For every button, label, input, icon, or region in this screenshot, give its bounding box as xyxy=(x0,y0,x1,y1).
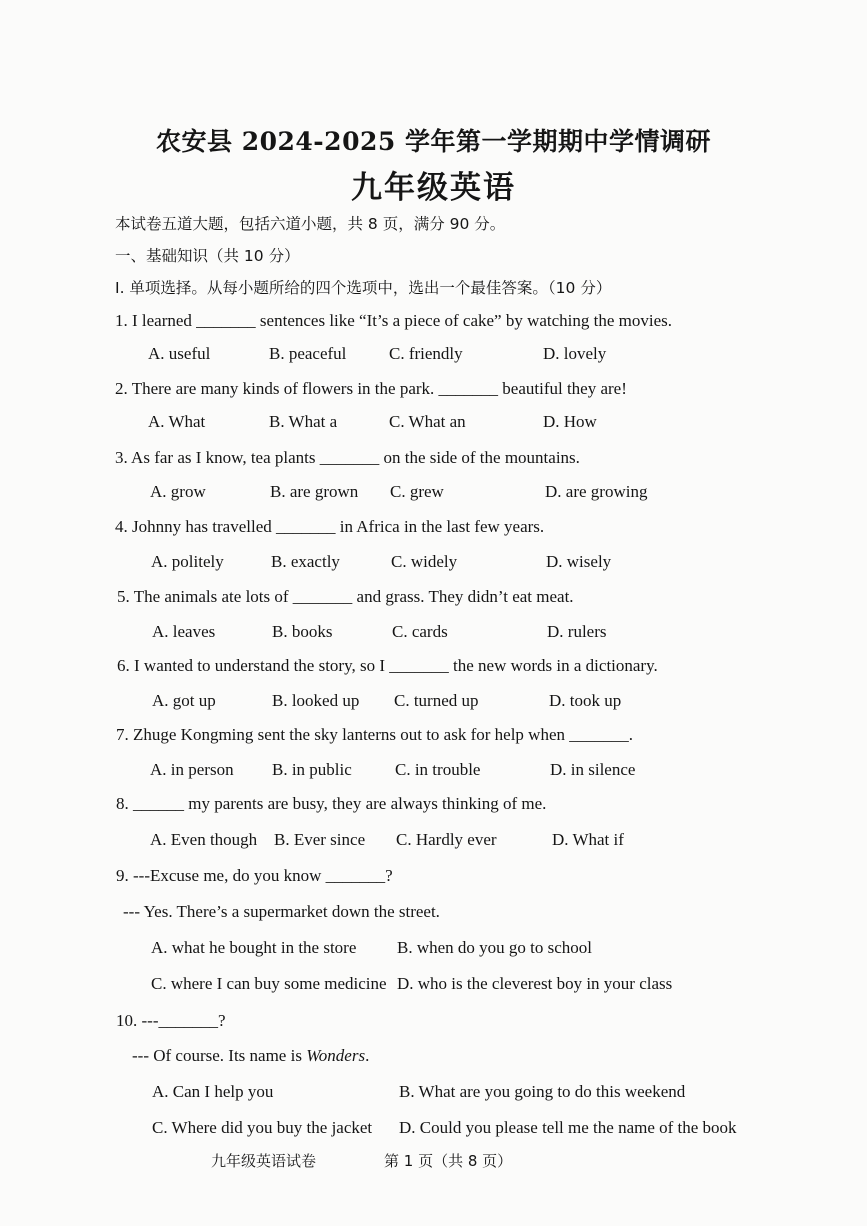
option-d: D. are growing xyxy=(545,482,648,501)
question-4: 4. Johnny has travelled _______ in Africa in the last few years. xyxy=(115,517,545,536)
option-c: C. What an xyxy=(389,412,466,431)
option-c: C. Hardly ever xyxy=(396,830,497,849)
option-d: D. took up xyxy=(549,691,622,710)
option-d: D. in silence xyxy=(550,760,636,779)
footer-exam-name: 九年级英语试卷 xyxy=(211,1152,317,1170)
option-b: B. are grown xyxy=(270,482,359,501)
question-3: 3. As far as I know, tea plants _______ on the side of the mountains. xyxy=(115,448,580,467)
option-b: B. exactly xyxy=(271,552,340,571)
question-10: 10. ---_______? xyxy=(116,1011,226,1030)
option-a: A. Even though xyxy=(150,830,258,849)
option-d: D. wisely xyxy=(546,552,612,571)
reply-period: . xyxy=(365,1046,370,1065)
option-c: C. widely xyxy=(391,552,458,571)
option-d: D. How xyxy=(543,412,597,431)
question-1: 1. I learned _______ sentences like “It’s a piece of cake” by watching the movies. xyxy=(115,311,673,330)
option-c: C. Where did you buy the jacket xyxy=(152,1118,373,1137)
option-b: B. when do you go to school xyxy=(397,938,593,957)
option-d: D. rulers xyxy=(547,622,607,641)
option-a: A. leaves xyxy=(152,622,216,641)
option-a: A. politely xyxy=(151,552,224,571)
option-a: A. What xyxy=(148,412,206,431)
option-d: D. Could you please tell me the name of the book xyxy=(399,1118,737,1137)
option-a: A. what he bought in the store xyxy=(151,938,357,957)
question-6: 6. I wanted to understand the story, so I _______ the new words in a dictionary. xyxy=(117,656,658,675)
option-a: A. useful xyxy=(148,344,211,363)
question-10-reply xyxy=(132,1046,369,1066)
option-c: C. cards xyxy=(392,622,448,641)
option-c: C. turned up xyxy=(394,691,479,710)
question-9: 9. ---Excuse me, do you know _______? xyxy=(116,866,393,885)
question-9-reply: --- Yes. There’s a supermarket down the street. xyxy=(123,902,440,921)
option-b: B. in public xyxy=(272,760,352,779)
option-d: D. What if xyxy=(552,830,624,849)
option-b: B. looked up xyxy=(272,691,360,710)
option-b: B. books xyxy=(272,622,333,641)
option-b: B. What are you going to do this weekend xyxy=(399,1082,686,1101)
option-c: C. where I can buy some medicine xyxy=(151,974,387,993)
option-a: A. in person xyxy=(150,760,234,779)
question-2: 2. There are many kinds of flowers in the park. _______ beautiful they are! xyxy=(115,379,627,398)
exam-intro: 本试卷五道大题，包括六道小题，共 8 页，满分 90 分。 xyxy=(115,215,506,233)
section-heading: 一、基础知识（共 10 分） xyxy=(115,247,300,265)
option-c: C. in trouble xyxy=(395,760,481,779)
option-b: B. What a xyxy=(269,412,338,431)
part-instructions: I. 单项选择。从每小题所给的四个选项中，选出一个最佳答案。（10 分） xyxy=(115,279,612,297)
question-8: 8. ______ my parents are busy, they are always thinking of me. xyxy=(116,794,547,813)
option-a: A. grow xyxy=(150,482,206,501)
option-b: B. Ever since xyxy=(274,830,366,849)
footer-page-number: 第 1 页（共 8 页） xyxy=(384,1152,513,1170)
option-a: A. got up xyxy=(152,691,216,710)
book-title: Wonders xyxy=(306,1046,366,1065)
option-c: C. grew xyxy=(390,482,444,501)
option-b: B. peaceful xyxy=(269,344,347,363)
reply-text: --- Of course. Its name is xyxy=(132,1046,307,1065)
option-d: D. lovely xyxy=(543,344,607,363)
exam-title: 农安县 2024-2025 学年第一学期期中学情调研 xyxy=(156,127,711,156)
exam-subject-title: 九年级英语 xyxy=(351,170,516,206)
question-7: 7. Zhuge Kongming sent the sky lanterns out to ask for help when _______. xyxy=(116,725,634,744)
option-c: C. friendly xyxy=(389,344,463,363)
question-5: 5. The animals ate lots of _______ and grass. They didn’t eat meat. xyxy=(117,587,574,606)
option-d: D. who is the cleverest boy in your class xyxy=(397,974,673,993)
option-a: A. Can I help you xyxy=(152,1082,274,1101)
